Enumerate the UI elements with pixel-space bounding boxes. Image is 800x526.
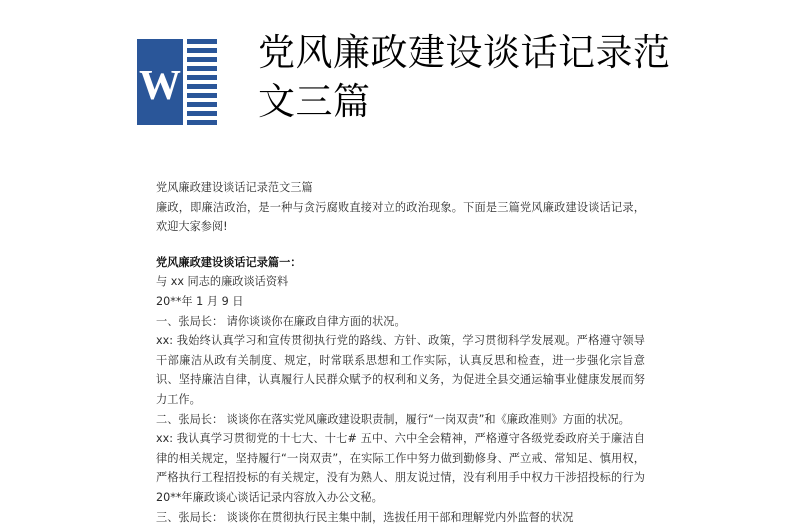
- document-header: [0, 0, 800, 148]
- document-paragraph: 与 xx 同志的廉政谈话资料: [156, 275, 289, 289]
- document-text-container: [137, 155, 664, 526]
- word-document-icon: [137, 33, 221, 131]
- document-paragraph: xx: 我始终认真学习和宣传贯彻执行党的路线、方针、政策，学习贯彻科学发展观。严格遵守领导干部廉洁从政有关制度、规定，时常联系思想和工作实际，认真反思和检查，进一步强化宗旨意识、坚持廉洁自律，认真履行人民群众赋予的权利和义务，为促进全县交通运输事业健康发展而努力工作。: [156, 334, 645, 406]
- page-title: 党风廉政建设谈话记录范文三篇: [258, 31, 671, 123]
- document-paragraph: 20**年 1 月 9 日: [156, 294, 244, 308]
- document-paragraph: 二、张局长： 谈谈你在落实党风廉政建设职责制，履行“一岗双责”和《廉政准则》方面的状况。: [156, 412, 630, 426]
- document-paragraph: 三、张局长： 谈谈你在贯彻执行民主集中制，选拔任用干部和理解党内外监督的状况: [156, 510, 574, 524]
- svg-text:W: W: [139, 63, 181, 109]
- document-paragraph: 党风廉政建设谈话记录范文三篇: [156, 181, 313, 194]
- document-heading: 党风廉政建设谈话记录篇一：: [156, 255, 302, 269]
- paragraph-spacer: [156, 237, 645, 253]
- document-body-sheet: [137, 155, 664, 526]
- document-paragraph: 廉政，即廉洁政治，是一种与贪污腐败直接对立的政治现象。下面是三篇党风廉政建设谈话记录，欢迎大家参阅!: [156, 200, 645, 234]
- document-paragraph: 一、张局长： 请你谈谈你在廉政自律方面的状况。: [156, 314, 406, 328]
- document-paragraph: xx: 我认真学习贯彻党的十七大、十七# 五中、六中全会精神，严格遵守各级党委政府关于廉洁自律的相关规定，坚持履行“一岗双责”，在实际工作中努力做到勤修身、严立戒、常知足、慎用权，严格执行工程招投标的有关规定，没有为熟人、朋友说过情，没有利用手中权力干涉招投标的行为 20**年廉政谈心谈话记录内容放入办公文秘。: [156, 432, 645, 504]
